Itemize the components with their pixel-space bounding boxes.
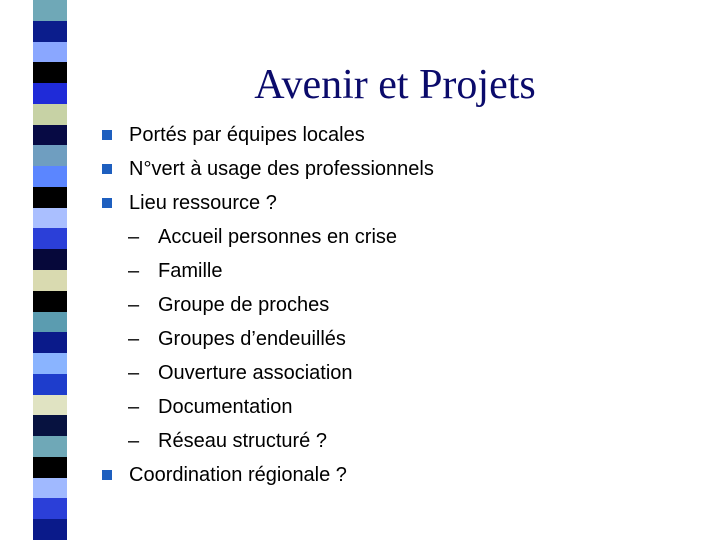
dash-marker: – (128, 260, 140, 282)
dash-marker: – (128, 294, 140, 316)
sub-bullet-item (128, 356, 353, 390)
bullet-text: Famille (158, 260, 223, 282)
stripe-block (33, 83, 67, 104)
stripe-block (33, 415, 67, 436)
bullet-text: Documentation (158, 396, 293, 418)
stripe-block (33, 270, 67, 291)
dash-marker: – (128, 430, 140, 452)
square-bullet-icon (102, 198, 112, 208)
stripe-block (33, 353, 67, 374)
stripe-block (33, 436, 67, 457)
stripe-block (33, 374, 67, 395)
stripe-block (33, 332, 67, 353)
decorative-stripe (33, 0, 67, 540)
dash-marker: – (128, 362, 140, 384)
stripe-block (33, 187, 67, 208)
bullet-text: Coordination régionale ? (129, 464, 347, 486)
stripe-block (33, 62, 67, 83)
stripe-block (33, 125, 67, 146)
bullet-item (102, 152, 434, 186)
sub-bullet-item (128, 220, 397, 254)
dash-marker: – (128, 396, 140, 418)
bullet-text: Ouverture association (158, 362, 353, 384)
square-bullet-icon (102, 130, 112, 140)
dash-marker: – (128, 328, 140, 350)
square-bullet-icon (102, 164, 112, 174)
stripe-block (33, 104, 67, 125)
square-bullet-icon (102, 470, 112, 480)
stripe-block (33, 21, 67, 42)
stripe-block (33, 498, 67, 519)
stripe-block (33, 228, 67, 249)
stripe-block (33, 395, 67, 416)
sub-bullet-item (128, 390, 293, 424)
dash-marker: – (128, 226, 140, 248)
stripe-block (33, 457, 67, 478)
bullet-text: Groupes d’endeuillés (158, 328, 346, 350)
bullet-text: Portés par équipes locales (129, 124, 365, 146)
stripe-block (33, 208, 67, 229)
bullet-text: Groupe de proches (158, 294, 330, 316)
sub-bullet-item (128, 322, 346, 356)
sub-bullet-item (128, 254, 222, 288)
bullet-item (102, 118, 365, 152)
bullet-text: Réseau structuré ? (158, 430, 327, 452)
sub-bullet-item (128, 424, 327, 458)
stripe-block (33, 145, 67, 166)
stripe-block (33, 291, 67, 312)
stripe-block (33, 166, 67, 187)
bullet-text: Accueil personnes en crise (158, 226, 398, 248)
stripe-block (33, 312, 67, 333)
stripe-block (33, 478, 67, 499)
bullet-item (102, 186, 277, 220)
stripe-block (33, 42, 67, 63)
sub-bullet-item (128, 288, 329, 322)
stripe-block (33, 249, 67, 270)
bullet-text: N°vert à usage des professionnels (129, 158, 434, 180)
stripe-block (33, 519, 67, 540)
stripe-block (33, 0, 67, 21)
slide-title: Avenir et Projets (254, 62, 536, 108)
bullet-text: Lieu ressource ? (129, 192, 277, 214)
bullet-item (102, 458, 347, 492)
